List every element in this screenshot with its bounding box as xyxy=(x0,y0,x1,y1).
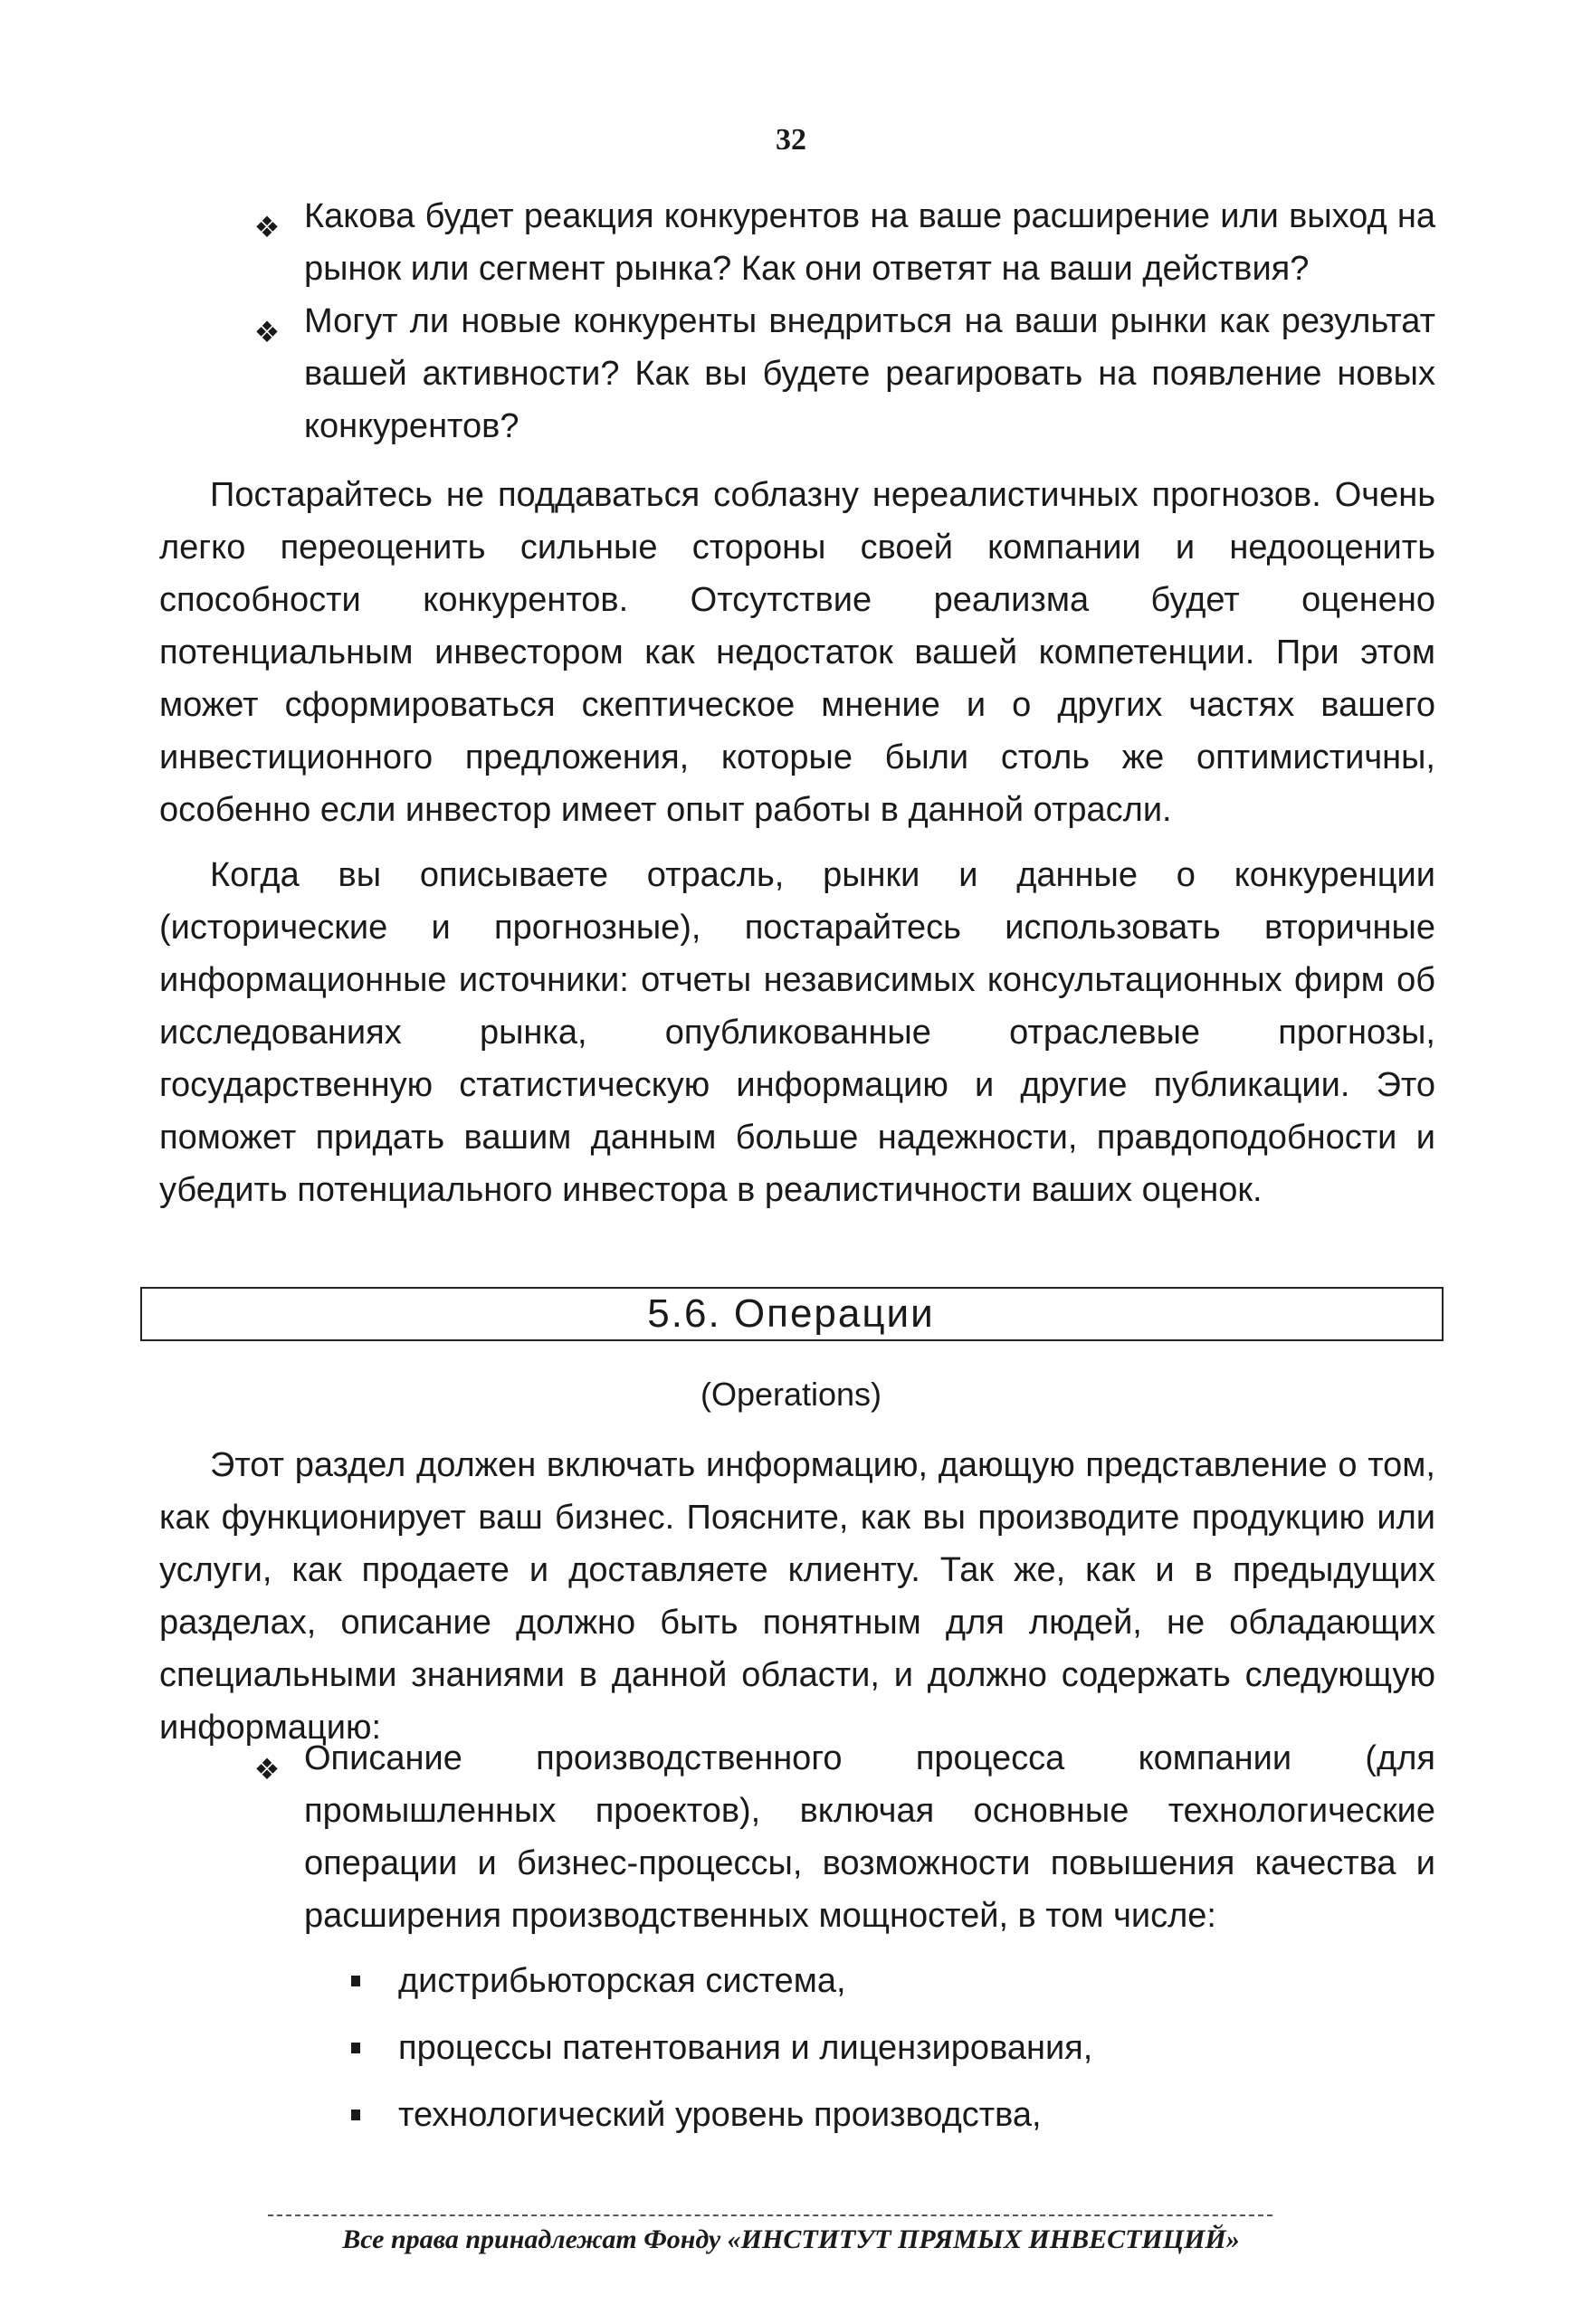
paragraph: Этот раздел должен включать информацию, дающую представление о том, как функционирует ваш бизнес. Поясните, как вы производите продукцию или услуги, как продаете и доставляете клиенту. Так же, как и в предыдущих разделах, описание должно быть понятным для людей, не обладающих специальными знаниями в данной области, и должно содержать следующую информацию: xyxy=(159,1446,1435,1747)
bullet-marker-icon: ❖ xyxy=(253,316,281,348)
footer-divider xyxy=(268,2214,1272,2216)
bullet-item: Описание производственного процесса компании (для промышленных проектов), включая основные технологические операции и бизнес-процессы, возможности повышения качества и расширения производственных мощностей, в том числе: xyxy=(304,1739,1435,1935)
section-subtitle: (Operations) xyxy=(700,1376,882,1413)
square-bullet-icon xyxy=(351,1976,360,1986)
bullet-item: Какова будет реакция конкурентов на ваше расширение или выход на рынок или сегмент рынка? Как они ответят на ваши действия? xyxy=(304,197,1435,288)
paragraph: Постарайтесь не поддаваться соблазну нереалистичных прогнозов. Очень легко переоценить сильные стороны своей компании и недооценить способности конкурентов. Отсутствие реализма будет оценено потенциальным инвестором как недостаток вашей компетенции. При этом может сформироваться скептическое мнение и о других частях вашего инвестиционного предложения, которые были столь же оптимистичны, особенно если инвестор имеет опыт работы в данной отрасли. xyxy=(159,476,1435,829)
page-number: 32 xyxy=(776,123,806,157)
bullet-item: Могут ли новые конкуренты внедриться на ваши рынки как результат вашей активности? Как вы будете реагировать на появление новых конкурентов? xyxy=(304,302,1435,445)
list-item: процессы патентования и лицензирования, xyxy=(398,2029,1093,2067)
footer-copyright: Все права принадлежат Фонду «ИНСТИТУТ ПРЯМЫХ ИНВЕСТИЦИЙ» xyxy=(342,2224,1240,2254)
square-bullet-icon xyxy=(351,2043,360,2053)
list-item: технологический уровень производства, xyxy=(398,2096,1042,2134)
paragraph: Когда вы описываете отрасль, рынки и данные о конкуренции (исторические и прогнозные), постарайтесь использовать вторичные информационные источники: отчеты независимых консультационных фирм об исследованиях рынка, опубликованные отраслевые прогнозы, государственную статистическую информацию и другие публикации. Это поможет придать вашим данным больше надежности, правдоподобности и убедить потенциального инвестора в реалистичности ваших оценок. xyxy=(159,856,1435,1209)
list-item: дистрибьюторская система, xyxy=(398,1962,846,2000)
section-title: 5.6. Операции xyxy=(647,1291,935,1336)
bullet-marker-icon: ❖ xyxy=(253,211,281,243)
bullet-marker-icon: ❖ xyxy=(253,1753,281,1786)
square-bullet-icon xyxy=(351,2110,360,2120)
